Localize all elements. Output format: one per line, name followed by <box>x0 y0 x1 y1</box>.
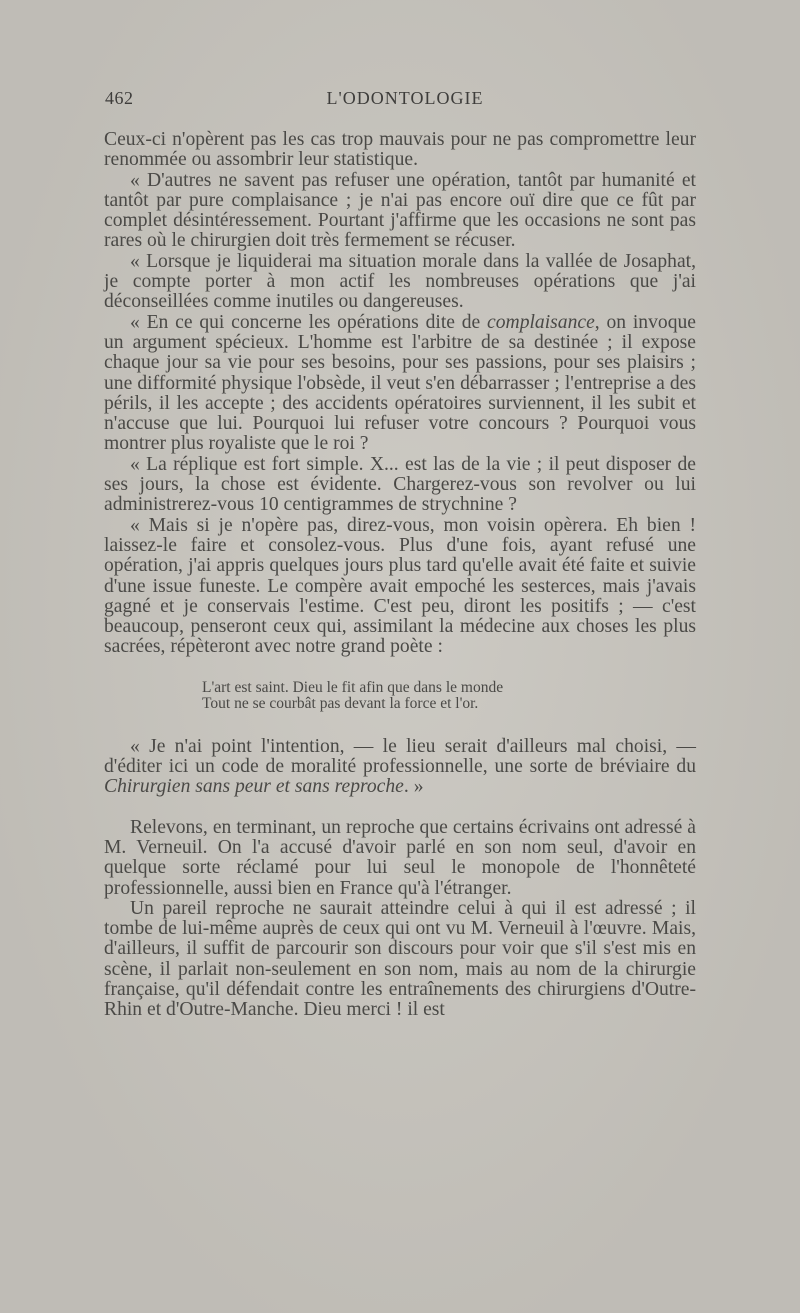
italic-title: Chirurgien sans peur et sans reproche <box>104 776 404 798</box>
paragraph-text: « En ce qui concerne les opérations dite de <box>130 311 488 333</box>
paragraph: Un pareil reproche ne saurait atteindre celui à qui il est adressé ; il tombe de lui-même auprès de ceux qui ont vu M. Verneuil à l'œuvre. Mais, d'ailleurs, il suffit de parcourir son discours pour voir que s'il s'est mis en scène, il parlait non-seulement en son nom, mais au nom de la chirurgie française, qu'il défendait contre les entraînements des chirurgiens d'Outre-Rhin et d'Outre-Manche. Dieu merci ! il est <box>104 897 696 1021</box>
verse-line: L'art est saint. Dieu le fit afin que dans le monde <box>202 678 504 696</box>
paragraph <box>104 313 696 455</box>
italic-term: complaisance <box>487 311 595 333</box>
paragraph: « La réplique est fort simple. X... est las de la vie ; il peut disposer de ses jours, la chose est évidente. Chargerez-vous son revolver ou lui administrerez-vous 10 centigrammes de strychnine ? <box>104 453 696 516</box>
paragraph: Relevons, en terminant, un reproche que certains écrivains ont adressé à M. Verneuil. On l'a accusé d'avoir parlé en son nom seul, d'avoir en quelque sorte réclamé pour lui seul le monopole de l'honnêteté professionnelle, aussi bien en France qu'à l'étranger. <box>104 816 696 899</box>
paragraph: « Lorsque je liquiderai ma situation morale dans la vallée de Josaphat, je compte porter à mon actif les nombreuses opérations que j'ai déconseillées comme inutiles ou dangereuses. <box>104 250 696 313</box>
paragraph-text: . » <box>403 776 424 798</box>
page-body <box>104 130 696 1021</box>
page-header <box>105 88 695 112</box>
paragraph: « D'autres ne savent pas refuser une opération, tantôt par humanité et tantôt par pure complaisance ; je n'ai pas encore ouï dire que ce fût par complet désintéressement. Pourtant j'affirme que les occasions ne sont pas rares où le chirurgien doit très fermement se récuser. <box>104 169 696 252</box>
page-number: 462 <box>105 88 134 108</box>
verse-quotation <box>104 680 696 713</box>
paragraph-text: « Je n'ai point l'intention, — le lieu serait d'ailleurs mal choisi, — d'éditer ici un code de moralité professionnelle, une sorte de bréviaire du <box>104 735 696 778</box>
paragraph-text: , on invoque un argument spécieux. L'homme est l'arbitre de sa destinée ; il expose chaque jour sa vie pour ses besoins, pour ses passions, pour ses plaisirs ; une difformité physique l'obsède, il veut s'en débarrasser ; l'entreprise a des périls, il les accepte ; des accidents opératoires surviennent, il les subit et n'accuse que lui. Pourquoi lui refuser votre concours ? Pourquoi vous montrer plus royaliste que le roi ? <box>104 311 696 455</box>
verse-line: Tout ne se courbât pas devant la force et l'or. <box>202 695 479 713</box>
paragraph: « Mais si je n'opère pas, direz-vous, mon voisin opèrera. Eh bien ! laissez-le faire et consolez-vous. Plus d'une fois, ayant refusé une opération, j'ai appris quelques jours plus tard qu'elle avait été faite et suivie d'une issue funeste. Le compère avait empoché les sesterces, mais j'avais gagné et je conservais l'estime. C'est peu, diront les positifs ; — c'est beaucoup, penseront ceux qui, assimilant la médecine aux choses les plus sacrées, répèteront avec notre grand poète : <box>104 514 696 658</box>
section-gap <box>104 798 696 818</box>
paragraph: Ceux-ci n'opèrent pas les cas trop mauvais pour ne pas compromettre leur renommée ou assombrir leur statistique. <box>104 129 696 171</box>
paragraph <box>104 737 696 798</box>
running-title: L'ODONTOLOGIE <box>326 88 484 108</box>
